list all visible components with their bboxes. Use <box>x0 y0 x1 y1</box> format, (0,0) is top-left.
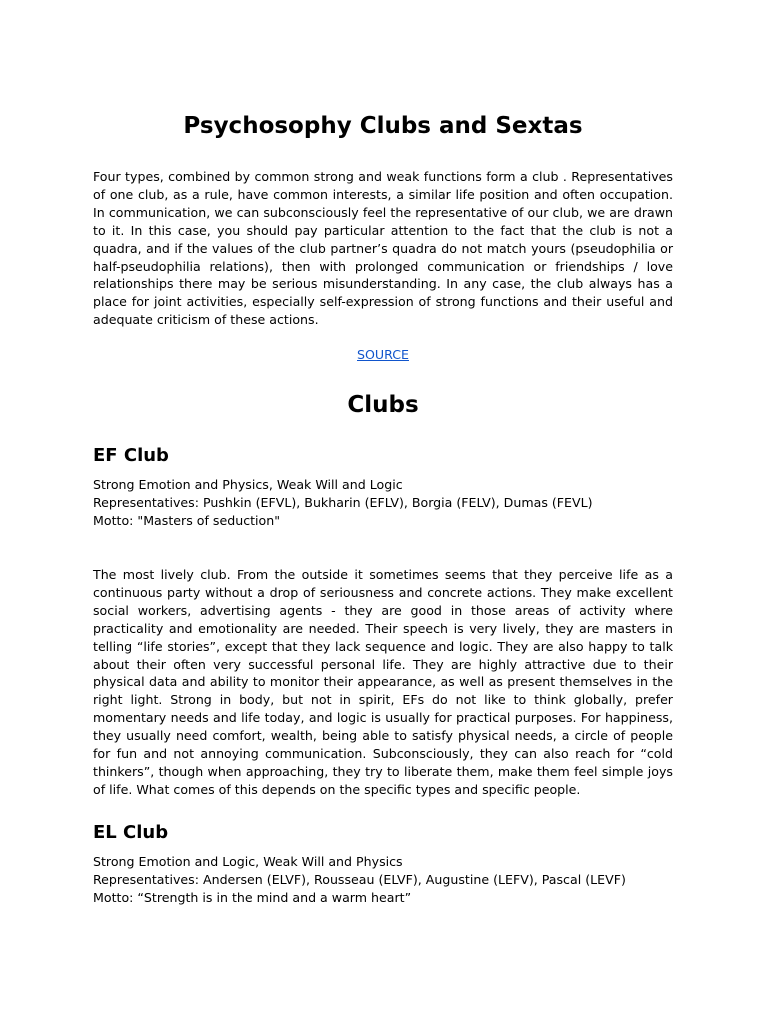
ef-club-heading: EF Club <box>93 445 169 466</box>
el-club-info <box>93 853 673 907</box>
page-title: Psychosophy Clubs and Sextas <box>183 113 583 139</box>
clubs-heading: Clubs <box>347 392 419 418</box>
intro-paragraph: Four types, combined by common strong and weak functions form a club . Representatives of one club, as a rule, have common interests, a similar life position and often occupation. In communication, we can subconsciously feel the representative of our club, we are drawn to it. In this case, you should pay particular attention to the fact that the club is not a quadra, and if the values of the club partner’s quadra do not match yours (pseudophilia or half-pseudophilia relations), then with prolonged communication or friendships / love relationships there may be serious misunderstanding. In any case, the club always has a place for joint activities, especially self-expression of strong functions and their useful and adequate criticism of these actions. <box>93 169 673 328</box>
el-club-motto: Motto: “Strength is in the mind and a warm heart” <box>93 890 412 905</box>
el-club-strong-weak: Strong Emotion and Logic, Weak Will and Physics <box>93 854 403 869</box>
source-line <box>93 346 673 364</box>
el-club-heading: EL Club <box>93 822 169 843</box>
ef-club-motto: Motto: "Masters of seduction" <box>93 513 281 528</box>
ef-club-representatives: Representatives: Pushkin (EFVL), Bukharin (EFLV), Borgia (FELV), Dumas (FEVL) <box>93 495 593 510</box>
ef-club-description: The most lively club. From the outside it sometimes seems that they perceive life as a continuous party without a drop of seriousness and concrete actions. They make excellent social workers, advertising agents - they are good in those areas of activity where practicality and emotionality are needed. Their speech is very lively, they are masters in telling “life stories”, except that they lack sequence and logic. They are also happy to talk about their often very successful personal life. They are highly attractive due to their physical data and ability to monitor their appearance, as well as present themselves in the right light. Strong in body, but not in spirit, EFs do not like to think globally, prefer momentary needs and life today, and logic is usually for practical purposes. For happiness, they usually need comfort, wealth, being able to satisfy physical needs, a circle of people for fun and not annoying communication. Subconsciously, they can also reach for “cold thinkers”, though when approaching, they try to liberate them, make them feel simple joys of life. What comes of this depends on the specific types and specific people. <box>93 567 673 797</box>
source-link[interactable]: SOURCE <box>357 347 409 362</box>
el-club-representatives: Representatives: Andersen (ELVF), Rousseau (ELVF), Augustine (LEFV), Pascal (LEVF) <box>93 872 626 887</box>
ef-club-strong-weak: Strong Emotion and Physics, Weak Will and Logic <box>93 477 403 492</box>
ef-club-info <box>93 476 673 530</box>
